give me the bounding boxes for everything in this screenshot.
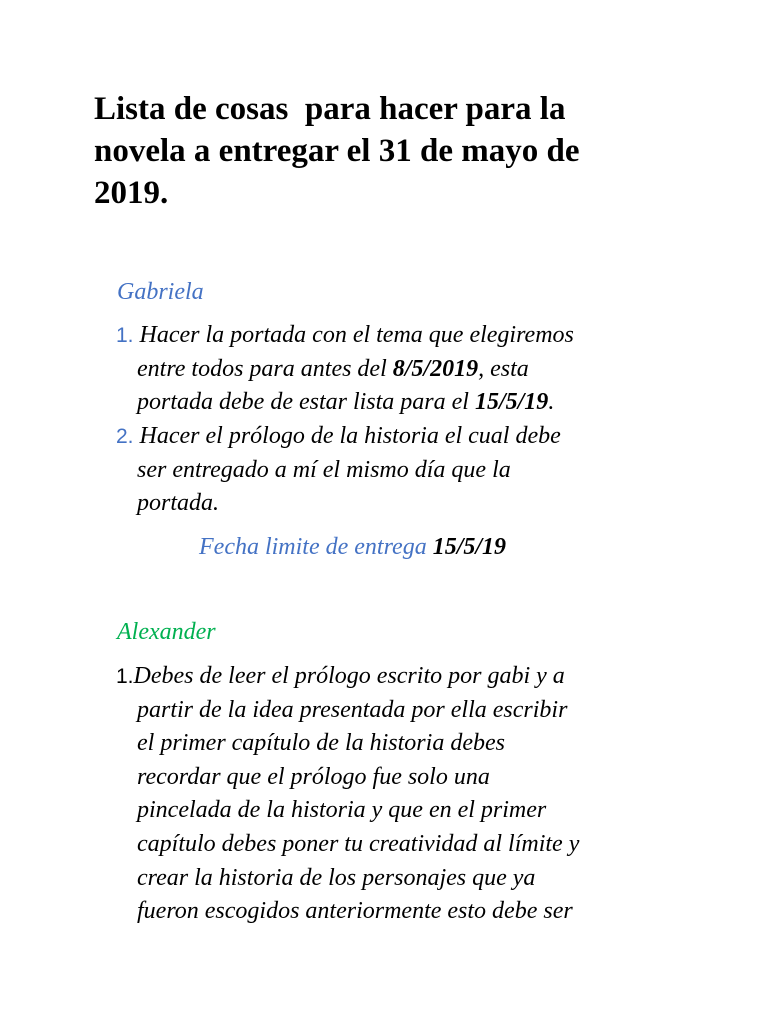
task-line: pincelada de la historia y que en el primer [137, 797, 547, 824]
task-text: , esta [478, 355, 529, 382]
task-line: ser entregado a mí el mismo día que la [137, 456, 511, 483]
list-number: 1. [116, 665, 134, 688]
task-text: Hacer la portada con el tema que elegiremos [133, 322, 574, 348]
gabriela-deadline [199, 530, 506, 564]
deadline-label: Fecha limite de entrega [199, 534, 427, 560]
task-line [116, 353, 574, 387]
section-heading-gabriela: Gabriela [117, 279, 204, 305]
list-number: 2. [116, 425, 134, 448]
task-line [116, 420, 561, 454]
gabriela-task-2 [116, 420, 561, 521]
task-line [116, 319, 574, 353]
task-line: recordar que el prólogo fue solo una [137, 763, 490, 790]
task-line: el primer capítulo de la historia debes [137, 730, 505, 757]
gabriela-task-1 [116, 319, 574, 420]
title-line-3: 2019. [94, 175, 169, 211]
list-number: 1. [116, 324, 134, 347]
alexander-task-1 [116, 660, 579, 929]
task-line [116, 660, 579, 694]
task-text: portada debe de estar lista para el [137, 389, 475, 416]
title-line-2: novela a entregar el 31 de mayo de [94, 133, 580, 169]
deadline-date: 15/5/19 [432, 534, 507, 560]
task-line: capítulo debes poner tu creatividad al límite y [137, 830, 580, 857]
task-line: partir de la idea presentada por ella escribir [137, 696, 568, 723]
task-text: Hacer el prólogo de la historia el cual debe [133, 423, 561, 449]
task-text: . [548, 389, 555, 416]
task-line [116, 386, 574, 420]
document-title [94, 88, 684, 214]
task-text: entre todos para antes del [137, 355, 393, 382]
task-date: 8/5/2019 [392, 355, 479, 382]
title-line-1: Lista de cosas para hacer para la [94, 91, 566, 127]
task-line: portada. [137, 490, 220, 517]
task-date: 15/5/19 [474, 389, 549, 416]
task-line: fueron escogidos anteriormente esto debe ser [137, 898, 573, 925]
section-heading-alexander: Alexander [117, 619, 216, 645]
task-line: crear la historia de los personajes que ya [137, 864, 536, 891]
task-text: Debes de leer el prólogo escrito por gabi y a [133, 663, 565, 689]
